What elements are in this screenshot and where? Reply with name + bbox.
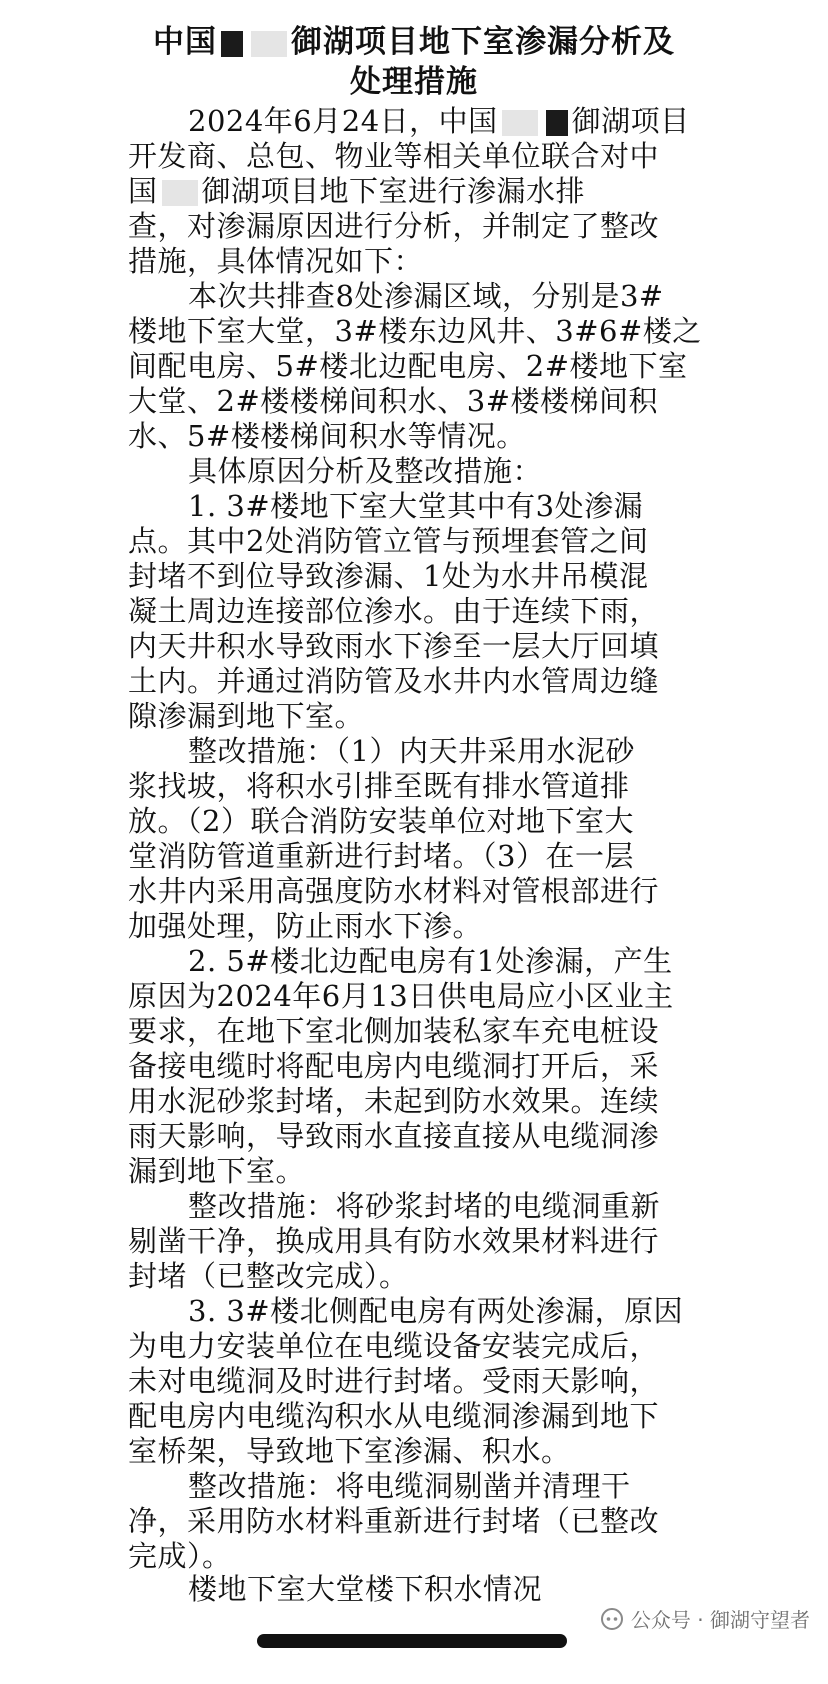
paragraph-line: 堂消防管道重新进行封堵。（3）在一层 [128, 839, 634, 873]
paragraph-line: 配电房内电缆沟积水从电缆洞渗漏到地下 [128, 1399, 660, 1433]
title-line1-start: 中国 [153, 24, 217, 60]
paragraph-line: 要求，在地下室北侧加装私家车充电桩设 [128, 1014, 660, 1048]
paragraph-line: 放。（2）联合消防安装单位对地下室大 [128, 804, 634, 838]
document-body [0, 102, 828, 1606]
paragraph-line: 原因为2024年6月13日供电局应小区业主 [128, 979, 674, 1013]
paragraph-line: 剔凿干净，换成用具有防水效果材料进行 [128, 1224, 660, 1258]
title-line2: 处理措施 [350, 64, 478, 100]
paragraph-line: 3. 3#楼北侧配电房有两处渗漏，原因 [188, 1294, 684, 1328]
paragraph-line: 间配电房、5#楼北边配电房、2#楼地下室 [128, 349, 688, 383]
document-title [0, 22, 828, 102]
redaction-mark [251, 31, 287, 57]
paragraph-line: 具体原因分析及整改措施： [188, 454, 543, 488]
paragraph-line: 浆找坡，将积水引排至既有排水管道排 [128, 769, 630, 803]
paragraph-line: 1. 3#楼地下室大堂其中有3处渗漏 [188, 489, 644, 523]
paragraph-line: 大堂、2#楼楼梯间积水、3#楼楼梯间积 [128, 384, 658, 418]
paragraph-line: 措施，具体情况如下： [128, 244, 424, 278]
paragraph-line: 雨天影响，导致雨水直接直接从电缆洞渗 [128, 1119, 660, 1153]
paragraph-line: 为电力安装单位在电缆设备安装完成后， [128, 1329, 660, 1363]
cutoff-line: 楼地下室大堂楼下积水情况 [188, 1572, 543, 1606]
paragraph-line: 室桥架，导致地下室渗漏、积水。 [128, 1434, 571, 1468]
paragraph-line: 整改措施：将砂浆封堵的电缆洞重新 [188, 1189, 661, 1223]
paragraph-line: 查，对渗漏原因进行分析，并制定了整改 [128, 209, 660, 243]
paragraph-line: 未对电缆洞及时进行封堵。受雨天影响， [128, 1364, 660, 1398]
paragraph-line: 水井内采用高强度防水材料对管根部进行 [128, 874, 660, 908]
paragraph-line: 内天井积水导致雨水下渗至一层大厅回填 [128, 629, 660, 663]
paragraph-line: 完成）。 [128, 1539, 232, 1573]
paragraph-line: 凝土周边连接部位渗水。由于连续下雨， [128, 594, 660, 628]
paragraph-line: 用水泥砂浆封堵，未起到防水效果。连续 [128, 1084, 660, 1118]
paragraph-line: 封堵（已整改完成）。 [128, 1259, 409, 1293]
paragraph-line: 国 御湖项目地下室进行渗漏水排 [128, 174, 586, 208]
paragraph-line: 净，采用防水材料重新进行封堵（已整改 [128, 1504, 660, 1538]
redaction-mark [502, 110, 538, 136]
paragraph-line: 开发商、总包、物业等相关单位联合对中 [128, 139, 660, 173]
paragraph-line: 点。其中2处消防管立管与预埋套管之间 [128, 524, 649, 558]
home-indicator-bar[interactable] [257, 1634, 567, 1648]
paragraph-line: 备接电缆时将配电房内电缆洞打开后，采 [128, 1049, 660, 1083]
paragraph-line: 水、5#楼楼梯间积水等情况。 [128, 419, 526, 453]
watermark [601, 1604, 810, 1633]
watermark-label: 公众号 · 御湖守望者 [630, 1608, 810, 1632]
title-line1-end: 御湖项目地下室渗漏分析及 [291, 24, 675, 60]
paragraph-line: 2024年6月24日，中国 御湖项目 [188, 104, 690, 138]
redaction-mark [546, 110, 568, 136]
paragraph-line: 整改措施：（1）内天井采用水泥砂 [188, 734, 635, 768]
paragraph-line: 土内。并通过消防管及水井内水管周边缝 [128, 664, 660, 698]
paragraph-line: 整改措施：将电缆洞剔凿并清理干 [188, 1469, 631, 1503]
redaction-mark [162, 180, 198, 206]
redaction-mark [221, 31, 243, 57]
paragraph-line: 漏到地下室。 [128, 1154, 306, 1188]
wechat-official-account-icon [601, 1608, 623, 1630]
paragraph-line: 楼地下室大堂，3#楼东边风井、3#6#楼之 [128, 314, 702, 348]
paragraph-line: 2. 5#楼北边配电房有1处渗漏，产生 [188, 944, 673, 978]
paragraph-line: 隙渗漏到地下室。 [128, 699, 365, 733]
paragraph-line: 本次共排查8处渗漏区域，分别是3# [188, 279, 664, 313]
paragraph-line: 加强处理，防止雨水下渗。 [128, 909, 483, 943]
paragraph-line: 封堵不到位导致渗漏、1处为水井吊模混 [128, 559, 649, 593]
